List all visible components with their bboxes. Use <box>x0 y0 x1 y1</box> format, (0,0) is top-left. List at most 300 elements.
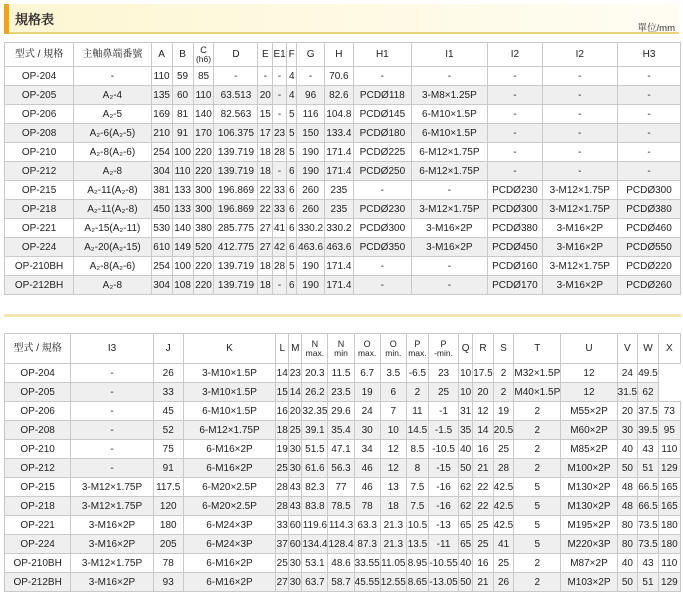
table-row <box>5 535 681 554</box>
table-cell: - <box>273 105 287 124</box>
table-cell: 77 <box>328 478 354 497</box>
table-cell: 65 <box>459 516 473 535</box>
table-cell: 12 <box>561 364 617 383</box>
table-cell: A₂-20(A₂-15) <box>74 238 152 257</box>
table-cell: 463.6 <box>297 238 324 257</box>
table-cell: PCDØ118 <box>354 86 412 105</box>
table-cell: 6-M10×1.5P <box>183 402 275 421</box>
table-cell: -10.55 <box>428 554 458 573</box>
table-cell: 171.4 <box>324 162 353 181</box>
table-cell: 78 <box>354 497 380 516</box>
table-cell: 100 <box>172 143 193 162</box>
table-cell: - <box>488 124 542 143</box>
column-header: D <box>214 43 258 67</box>
table-cell: 20 <box>258 86 273 105</box>
table-cell: 100 <box>172 257 193 276</box>
table-cell: 3-M12×1.75P <box>542 181 617 200</box>
column-header-sublabel: min <box>334 348 348 358</box>
table-cell: 5 <box>286 257 296 276</box>
table-cell: 12 <box>561 383 617 402</box>
table-cell: 48.6 <box>328 554 354 573</box>
table-cell: M220×3P <box>561 535 617 554</box>
model-cell: OP-210 <box>5 440 71 459</box>
table-cell: 6-M24×3P <box>183 516 275 535</box>
table-cell: 21.3 <box>380 535 406 554</box>
table-cell: 32.35 <box>302 402 328 421</box>
table-cell: PCDØ380 <box>488 219 542 238</box>
column-header: 型式 / 規格 <box>5 43 74 67</box>
table-cell: 5 <box>514 516 561 535</box>
model-cell: OP-204 <box>5 67 74 86</box>
table-cell: 28 <box>493 459 514 478</box>
table-cell: 171.4 <box>324 143 353 162</box>
table-row <box>5 421 681 440</box>
table-cell: 25 <box>493 554 514 573</box>
table-cell: - <box>488 143 542 162</box>
table-cell: 6 <box>286 238 296 257</box>
table-cell: 40 <box>617 440 638 459</box>
table-cell: - <box>71 459 153 478</box>
table-cell: 22 <box>258 181 273 200</box>
table-cell: M32×1.5P <box>514 364 561 383</box>
table-cell: 10 <box>459 364 473 383</box>
table-cell: 50 <box>617 459 638 478</box>
table-cell: -1 <box>428 402 458 421</box>
table-cell: 106.375 <box>214 124 258 143</box>
column-header: K <box>183 334 275 364</box>
table-cell: M85×2P <box>561 440 617 459</box>
table-cell: 37 <box>276 535 289 554</box>
table-cell: 128.4 <box>328 535 354 554</box>
table-cell: - <box>618 143 681 162</box>
table-cell: 140 <box>193 105 214 124</box>
column-header: X <box>658 334 680 364</box>
table-cell: 22 <box>473 497 494 516</box>
table-cell: 51.5 <box>302 440 328 459</box>
table-cell: PCDØ300 <box>488 200 542 219</box>
table-row <box>5 276 681 295</box>
table-row <box>5 440 681 459</box>
table-cell: 20 <box>473 383 494 402</box>
table-cell: M103×2P <box>561 573 617 592</box>
table-cell: 380 <box>193 219 214 238</box>
table-cell: M130×2P <box>561 497 617 516</box>
table-row <box>5 516 681 535</box>
model-cell: OP-212BH <box>5 276 74 295</box>
table-cell: -11 <box>428 535 458 554</box>
table-cell: 18 <box>258 162 273 181</box>
table-cell: M60×2P <box>561 421 617 440</box>
column-header: 主軸鼻端番號 <box>74 43 152 67</box>
table-cell: 43 <box>289 478 302 497</box>
table-cell: 6-M16×2P <box>183 440 275 459</box>
table-cell: A₂-11(A₂-8) <box>74 200 152 219</box>
table-cell: - <box>273 67 287 86</box>
table-cell: -15 <box>428 459 458 478</box>
table-row <box>5 200 681 219</box>
table-cell: 45 <box>153 402 183 421</box>
table-cell: 39.5 <box>638 421 659 440</box>
table-cell: 5 <box>286 143 296 162</box>
table-cell: PCDØ260 <box>618 276 681 295</box>
table-cell: 190 <box>297 276 324 295</box>
table-cell: PCDØ160 <box>488 257 542 276</box>
table-cell: 10 <box>459 383 473 402</box>
table-cell: - <box>542 124 617 143</box>
table-cell: - <box>297 67 324 86</box>
model-cell: OP-224 <box>5 535 71 554</box>
column-header: I2 <box>488 43 542 67</box>
table-cell: 254 <box>151 257 172 276</box>
table-cell: 29.6 <box>328 402 354 421</box>
table-cell: 82.563 <box>214 105 258 124</box>
column-header <box>193 43 214 67</box>
table-cell: 27 <box>276 573 289 592</box>
table-cell: 300 <box>193 181 214 200</box>
column-header: E1 <box>273 43 287 67</box>
table-cell: 3-M12×1.75P <box>71 497 153 516</box>
table-cell: 139.719 <box>214 276 258 295</box>
table-cell: 6-M10×1.5P <box>411 124 487 143</box>
column-header: J <box>153 334 183 364</box>
table-cell: 180 <box>658 535 680 554</box>
table-cell: 19 <box>276 440 289 459</box>
column-header: Q <box>459 334 473 364</box>
table-cell: M40×1.5P <box>514 383 561 402</box>
table-cell: PCDØ550 <box>618 238 681 257</box>
table-cell: 43 <box>289 497 302 516</box>
column-header-sublabel: (h6) <box>195 54 212 64</box>
table-cell: 169 <box>151 105 172 124</box>
table-cell: 15 <box>258 105 273 124</box>
table-cell: - <box>74 67 152 86</box>
model-cell: OP-206 <box>5 105 74 124</box>
table-cell: 3-M10×1.5P <box>183 383 275 402</box>
table-cell: M55×2P <box>561 402 617 421</box>
table-cell: - <box>71 440 153 459</box>
table-row <box>5 143 681 162</box>
table-cell: A₂-5 <box>74 105 152 124</box>
table-cell: 95 <box>658 421 680 440</box>
table-cell: 5 <box>286 105 296 124</box>
table-cell: 30 <box>289 554 302 573</box>
table-cell: 171.4 <box>324 257 353 276</box>
table-cell: 6 <box>286 276 296 295</box>
table-cell: 50 <box>617 573 638 592</box>
table-cell: 75 <box>153 440 183 459</box>
table-cell: 190 <box>297 162 324 181</box>
table-cell: 6-M16×2P <box>183 554 275 573</box>
table-cell: 108 <box>172 276 193 295</box>
unit-label: 單位/mm <box>637 23 675 34</box>
model-cell: OP-218 <box>5 200 74 219</box>
table-cell: - <box>542 162 617 181</box>
table-cell: 23 <box>428 364 458 383</box>
page-title: 規格表 <box>15 12 55 27</box>
table-cell: 65 <box>459 535 473 554</box>
column-header: W <box>638 334 659 364</box>
table-cell: 220 <box>193 276 214 295</box>
model-cell: OP-210 <box>5 143 74 162</box>
table-cell: 3-M16×2P <box>71 516 153 535</box>
table-cell: 63.7 <box>302 573 328 592</box>
column-header: G <box>297 43 324 67</box>
table-cell: 30 <box>354 421 380 440</box>
table-cell: 50 <box>459 573 473 592</box>
table-cell: 110 <box>658 554 680 573</box>
table-cell: - <box>411 276 487 295</box>
table-cell: 3-M8×1.25P <box>411 86 487 105</box>
table-cell: PCDØ220 <box>618 257 681 276</box>
table-cell: 21 <box>473 459 494 478</box>
table-cell: 62 <box>459 478 473 497</box>
table-cell: 85 <box>193 67 214 86</box>
table-cell: 33.55 <box>354 554 380 573</box>
table-row <box>5 459 681 478</box>
table-cell: 26.2 <box>302 383 328 402</box>
table-cell: 53.1 <box>302 554 328 573</box>
table-cell: 96 <box>297 86 324 105</box>
table-cell: 13 <box>380 478 406 497</box>
table-cell: 43 <box>638 440 659 459</box>
table-row <box>5 105 681 124</box>
table-cell: 25 <box>276 459 289 478</box>
table-cell: 43 <box>638 554 659 573</box>
table-cell: 3-M10×1.5P <box>183 364 275 383</box>
table-cell: 25 <box>428 383 458 402</box>
table-cell: 28 <box>273 257 287 276</box>
table-cell: 25 <box>473 516 494 535</box>
table-cell: 133 <box>172 181 193 200</box>
table-cell: 31 <box>459 402 473 421</box>
table-cell: M195×2P <box>561 516 617 535</box>
table-cell: 6 <box>380 383 406 402</box>
table-cell: 22 <box>473 478 494 497</box>
column-header: F <box>286 43 296 67</box>
table-cell: - <box>354 67 412 86</box>
table-cell: 129 <box>658 459 680 478</box>
table-cell: 78.5 <box>328 497 354 516</box>
table-cell: 33 <box>276 516 289 535</box>
table-cell: 41 <box>493 535 514 554</box>
column-header: E <box>258 43 273 67</box>
table-cell: 6.7 <box>354 364 380 383</box>
table-cell: - <box>488 86 542 105</box>
table-cell: 3-M16×2P <box>71 573 153 592</box>
section-header <box>4 4 679 34</box>
column-header: H1 <box>354 43 412 67</box>
table-cell: 119.6 <box>302 516 328 535</box>
table-cell: - <box>71 383 153 402</box>
table-cell: 56.3 <box>328 459 354 478</box>
table-cell: 25 <box>276 554 289 573</box>
table-cell: 73.5 <box>638 516 659 535</box>
table-cell: 254 <box>151 143 172 162</box>
table-cell: 285.775 <box>214 219 258 238</box>
table-cell: 210 <box>151 124 172 143</box>
table-cell: - <box>71 364 153 383</box>
table-cell: 104.8 <box>324 105 353 124</box>
table-cell: 2 <box>493 364 514 383</box>
table-cell: 83.8 <box>302 497 328 516</box>
table-cell: 149 <box>172 238 193 257</box>
table-cell: PCDØ170 <box>488 276 542 295</box>
table-cell: A₂-8(A₂-6) <box>74 257 152 276</box>
table-cell: 6-M16×2P <box>183 573 275 592</box>
table-cell: - <box>214 67 258 86</box>
table-cell: 46 <box>354 478 380 497</box>
table-cell: 6-M10×1.5P <box>411 105 487 124</box>
table-cell: - <box>618 86 681 105</box>
table-cell: 2 <box>514 573 561 592</box>
table-cell: 3-M16×2P <box>542 238 617 257</box>
table-cell: 8 <box>406 459 428 478</box>
table-cell: 78 <box>153 554 183 573</box>
table-cell: 5 <box>286 124 296 143</box>
table-cell: 48 <box>617 497 638 516</box>
table-cell: - <box>542 67 617 86</box>
table-cell: - <box>273 162 287 181</box>
table-cell: 80 <box>617 516 638 535</box>
table-cell: PCDØ145 <box>354 105 412 124</box>
table-header-row <box>5 43 681 67</box>
section-divider <box>4 314 681 317</box>
table-cell: 4 <box>286 67 296 86</box>
table-cell: 140 <box>172 219 193 238</box>
column-header-sublabel: max. <box>408 348 427 358</box>
table-cell: 14 <box>289 383 302 402</box>
model-cell: OP-212 <box>5 459 71 478</box>
column-header: B <box>172 43 193 67</box>
table-cell: 110 <box>193 86 214 105</box>
table-cell: 21 <box>473 573 494 592</box>
table-cell: 25 <box>493 440 514 459</box>
table-cell: 14 <box>276 364 289 383</box>
model-cell: OP-224 <box>5 238 74 257</box>
column-header: I3 <box>71 334 153 364</box>
table-cell: 8.5 <box>406 440 428 459</box>
table-cell: PCDØ250 <box>354 162 412 181</box>
model-cell: OP-204 <box>5 364 71 383</box>
table-cell: 42.5 <box>493 478 514 497</box>
model-cell: OP-210BH <box>5 554 71 573</box>
table-cell: 120 <box>153 497 183 516</box>
column-header-label: P <box>440 339 447 349</box>
table-row <box>5 162 681 181</box>
table-cell: - <box>411 67 487 86</box>
table-cell: 73.5 <box>638 535 659 554</box>
table-cell: 170 <box>193 124 214 143</box>
table-cell: - <box>71 421 153 440</box>
table-cell: 135 <box>151 86 172 105</box>
table-cell: 34 <box>354 440 380 459</box>
table-cell: 260 <box>297 181 324 200</box>
table-cell: 2 <box>514 440 561 459</box>
table-cell: 91 <box>153 459 183 478</box>
model-cell: OP-221 <box>5 219 74 238</box>
table-cell: 11.05 <box>380 554 406 573</box>
table-header-row <box>5 334 681 364</box>
table-cell: 62 <box>638 383 659 402</box>
table-cell: 530 <box>151 219 172 238</box>
table-cell: 6 <box>286 181 296 200</box>
table-cell: 180 <box>658 516 680 535</box>
table-cell: PCDØ225 <box>354 143 412 162</box>
table-cell: - <box>273 276 287 295</box>
column-header-label: C <box>200 45 207 55</box>
table-cell: 2 <box>514 554 561 573</box>
table-cell: - <box>273 86 287 105</box>
table-cell: A₂-8 <box>74 276 152 295</box>
table-cell: 20.3 <box>302 364 328 383</box>
column-header <box>406 334 428 364</box>
table-cell: 260 <box>297 200 324 219</box>
table-cell: 45.55 <box>354 573 380 592</box>
table-cell: 3-M12×1.75P <box>71 554 153 573</box>
table-cell: 4 <box>286 86 296 105</box>
table-cell: 6-M20×2.5P <box>183 497 275 516</box>
table-row <box>5 478 681 497</box>
table-cell: 150 <box>297 124 324 143</box>
table-cell: 139.719 <box>214 162 258 181</box>
table-cell: 133 <box>172 200 193 219</box>
table-cell: 51 <box>638 573 659 592</box>
spec-table-1 <box>4 42 681 295</box>
table-cell: -16 <box>428 478 458 497</box>
table-cell: 11.5 <box>328 364 354 383</box>
table-cell: 235 <box>324 200 353 219</box>
table-cell: - <box>258 67 273 86</box>
table-cell: 12 <box>380 440 406 459</box>
column-header: 型式 / 規格 <box>5 334 71 364</box>
table-cell: 30 <box>289 459 302 478</box>
table-cell: 16 <box>473 440 494 459</box>
table-cell: 3-M16×2P <box>71 535 153 554</box>
table-cell: PCDØ350 <box>354 238 412 257</box>
table-cell: 30 <box>289 440 302 459</box>
table-cell: 412.775 <box>214 238 258 257</box>
column-header <box>354 334 380 364</box>
table-cell: 50 <box>459 459 473 478</box>
table-cell: 33 <box>273 181 287 200</box>
table-cell: 27 <box>258 219 273 238</box>
table-cell: 24 <box>617 364 638 383</box>
table-cell: 6-M12×1.75P <box>411 162 487 181</box>
table-cell: 114.3 <box>328 516 354 535</box>
column-header-label: O <box>389 339 397 349</box>
table-row <box>5 497 681 516</box>
table-cell: 17 <box>258 124 273 143</box>
table-cell: 6 <box>286 219 296 238</box>
table-cell: 3-M12×1.75P <box>411 200 487 219</box>
table-cell: 180 <box>153 516 183 535</box>
column-header: M <box>289 334 302 364</box>
table-cell: 30 <box>617 421 638 440</box>
column-header: L <box>276 334 289 364</box>
table-cell: 3-M12×1.75P <box>71 478 153 497</box>
table-cell: 171.4 <box>324 276 353 295</box>
table-cell: A₂-15(A₂-11) <box>74 219 152 238</box>
table-cell: 381 <box>151 181 172 200</box>
table-cell: M100×2P <box>561 459 617 478</box>
table-cell: 463.6 <box>324 238 353 257</box>
table-cell: 14 <box>473 421 494 440</box>
table-cell: 73 <box>658 402 680 421</box>
table-cell: 33 <box>273 200 287 219</box>
column-header: U <box>561 334 617 364</box>
table-row <box>5 124 681 143</box>
table-cell: 12 <box>380 459 406 478</box>
